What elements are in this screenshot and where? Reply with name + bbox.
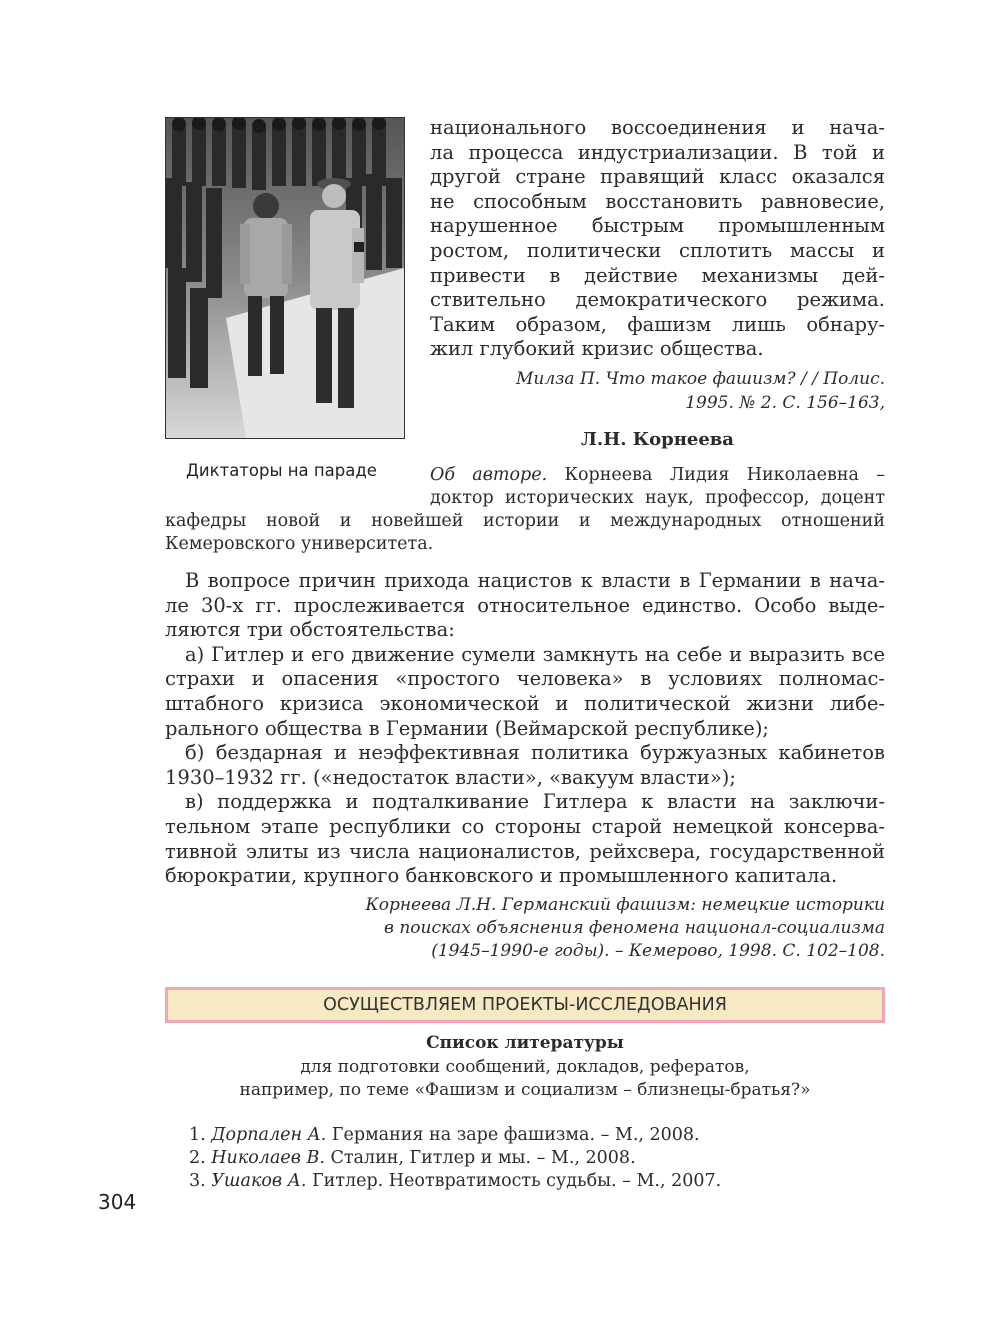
text-line: привести в действие механизмы дей- bbox=[430, 263, 885, 287]
item-author: Дорпален А. bbox=[211, 1125, 327, 1145]
text-line: ростом, политически сплотить массы и bbox=[430, 238, 885, 262]
text-line: ла процесса индустриализации. В той и bbox=[430, 140, 885, 164]
subtitle-line: например, по теме «Фашизм и социализм – близнецы-братья?» bbox=[239, 1080, 811, 1100]
parade-photo bbox=[165, 117, 405, 439]
parade-photo-illustration bbox=[166, 118, 404, 438]
item-author: Николаев В. bbox=[211, 1148, 325, 1168]
about-author-line3 bbox=[165, 510, 885, 556]
quote-milza-text bbox=[430, 116, 885, 362]
page-number: 304 bbox=[98, 1190, 137, 1214]
list-item bbox=[189, 1124, 721, 1147]
photo-caption: Диктаторы на параде bbox=[186, 461, 377, 480]
source-line: (1945–1990-е годы). – Кемерово, 1998. С. 102–108. bbox=[431, 941, 885, 961]
text-line: Кемеровского университета. bbox=[165, 534, 434, 554]
text-line: жил глубокий кризис общества. bbox=[430, 337, 764, 361]
section-banner: ОСУЩЕСТВЛЯЕМ ПРОЕКТЫ-ИССЛЕДОВАНИЯ bbox=[165, 987, 885, 1023]
item-title: Германия на заре фашизма. – М., 2008. bbox=[326, 1125, 700, 1145]
text-line: национального воссоединения и нача- bbox=[430, 116, 885, 139]
source-line: Корнеева Л.Н. Германский фашизм: немецкие историки bbox=[365, 895, 885, 915]
author-name: Л.Н. Корнеева bbox=[581, 429, 734, 450]
quote-milza-source-line1: Милза П. Что такое фашизм? / / Полис. bbox=[515, 369, 885, 389]
literature-list bbox=[189, 1124, 721, 1193]
list-item bbox=[189, 1170, 721, 1193]
paragraph: а) Гитлер и его движение сумели замкнуть на себе и выразить все страхи и опасения «простого человека» в условиях полномас- штабного кризиса экономической и политической жизни либе- рального общества в Германии (Веймарской республике); bbox=[165, 642, 885, 740]
literature-title: Список литературы bbox=[426, 1033, 624, 1053]
text-line: нарушенное быстрым промышленным bbox=[430, 214, 885, 238]
about-label: Об авторе. bbox=[430, 465, 548, 485]
source-line: в поисках объяснения феномена национал-социализма bbox=[384, 918, 885, 938]
text-line: другой стране правящий класс оказался bbox=[430, 165, 885, 189]
item-number: 1. bbox=[189, 1125, 206, 1145]
text-line: кафедры новой и новейшей истории и международных отношений bbox=[165, 511, 885, 531]
quote-korneeva-text bbox=[165, 569, 885, 889]
text-line: не способным восстановить равновесие, bbox=[430, 189, 885, 213]
item-number: 3. bbox=[189, 1171, 206, 1191]
subtitle-line: для подготовки сообщений, докладов, рефератов, bbox=[300, 1057, 750, 1077]
item-title: Сталин, Гитлер и мы. – М., 2008. bbox=[324, 1148, 636, 1168]
about-author-line2: доктор исторических наук, профессор, доцент bbox=[430, 488, 885, 508]
about-text: Корнеева Лидия Николаевна – bbox=[564, 465, 885, 485]
item-number: 2. bbox=[189, 1148, 206, 1168]
quote-milza-source-line2: 1995. № 2. С. 156–163, bbox=[685, 393, 885, 413]
item-title: Гитлер. Неотвратимость судьбы. – М., 2007. bbox=[306, 1171, 722, 1191]
about-author-line1 bbox=[430, 464, 885, 487]
literature-subtitle bbox=[165, 1056, 885, 1102]
paragraph: в) поддержка и подталкивание Гитлера к власти на заключи- тельном этапе республики со стороны старой немецкой консерва- тивной элиты из числа националистов, рейхсвера, государственной бюрократии, крупного банковского и промышленного капитала. bbox=[165, 790, 885, 888]
text-line: Таким образом, фашизм лишь обнару- bbox=[430, 312, 885, 336]
paragraph: В вопросе причин прихода нацистов к власти в Германии в нача- ле 30-х гг. прослеживается относительное единство. Особо выде- ляются три обстоятельства: bbox=[165, 569, 885, 642]
list-item bbox=[189, 1147, 721, 1170]
quote-korneeva-source bbox=[165, 894, 885, 963]
item-author: Ушаков А. bbox=[211, 1171, 307, 1191]
text-line: ствительно демократического режима. bbox=[430, 288, 885, 312]
paragraph: б) бездарная и неэффективная политика буржуазных кабинетов 1930–1932 гг. («недостаток власти», «вакуум власти»); bbox=[165, 741, 885, 789]
